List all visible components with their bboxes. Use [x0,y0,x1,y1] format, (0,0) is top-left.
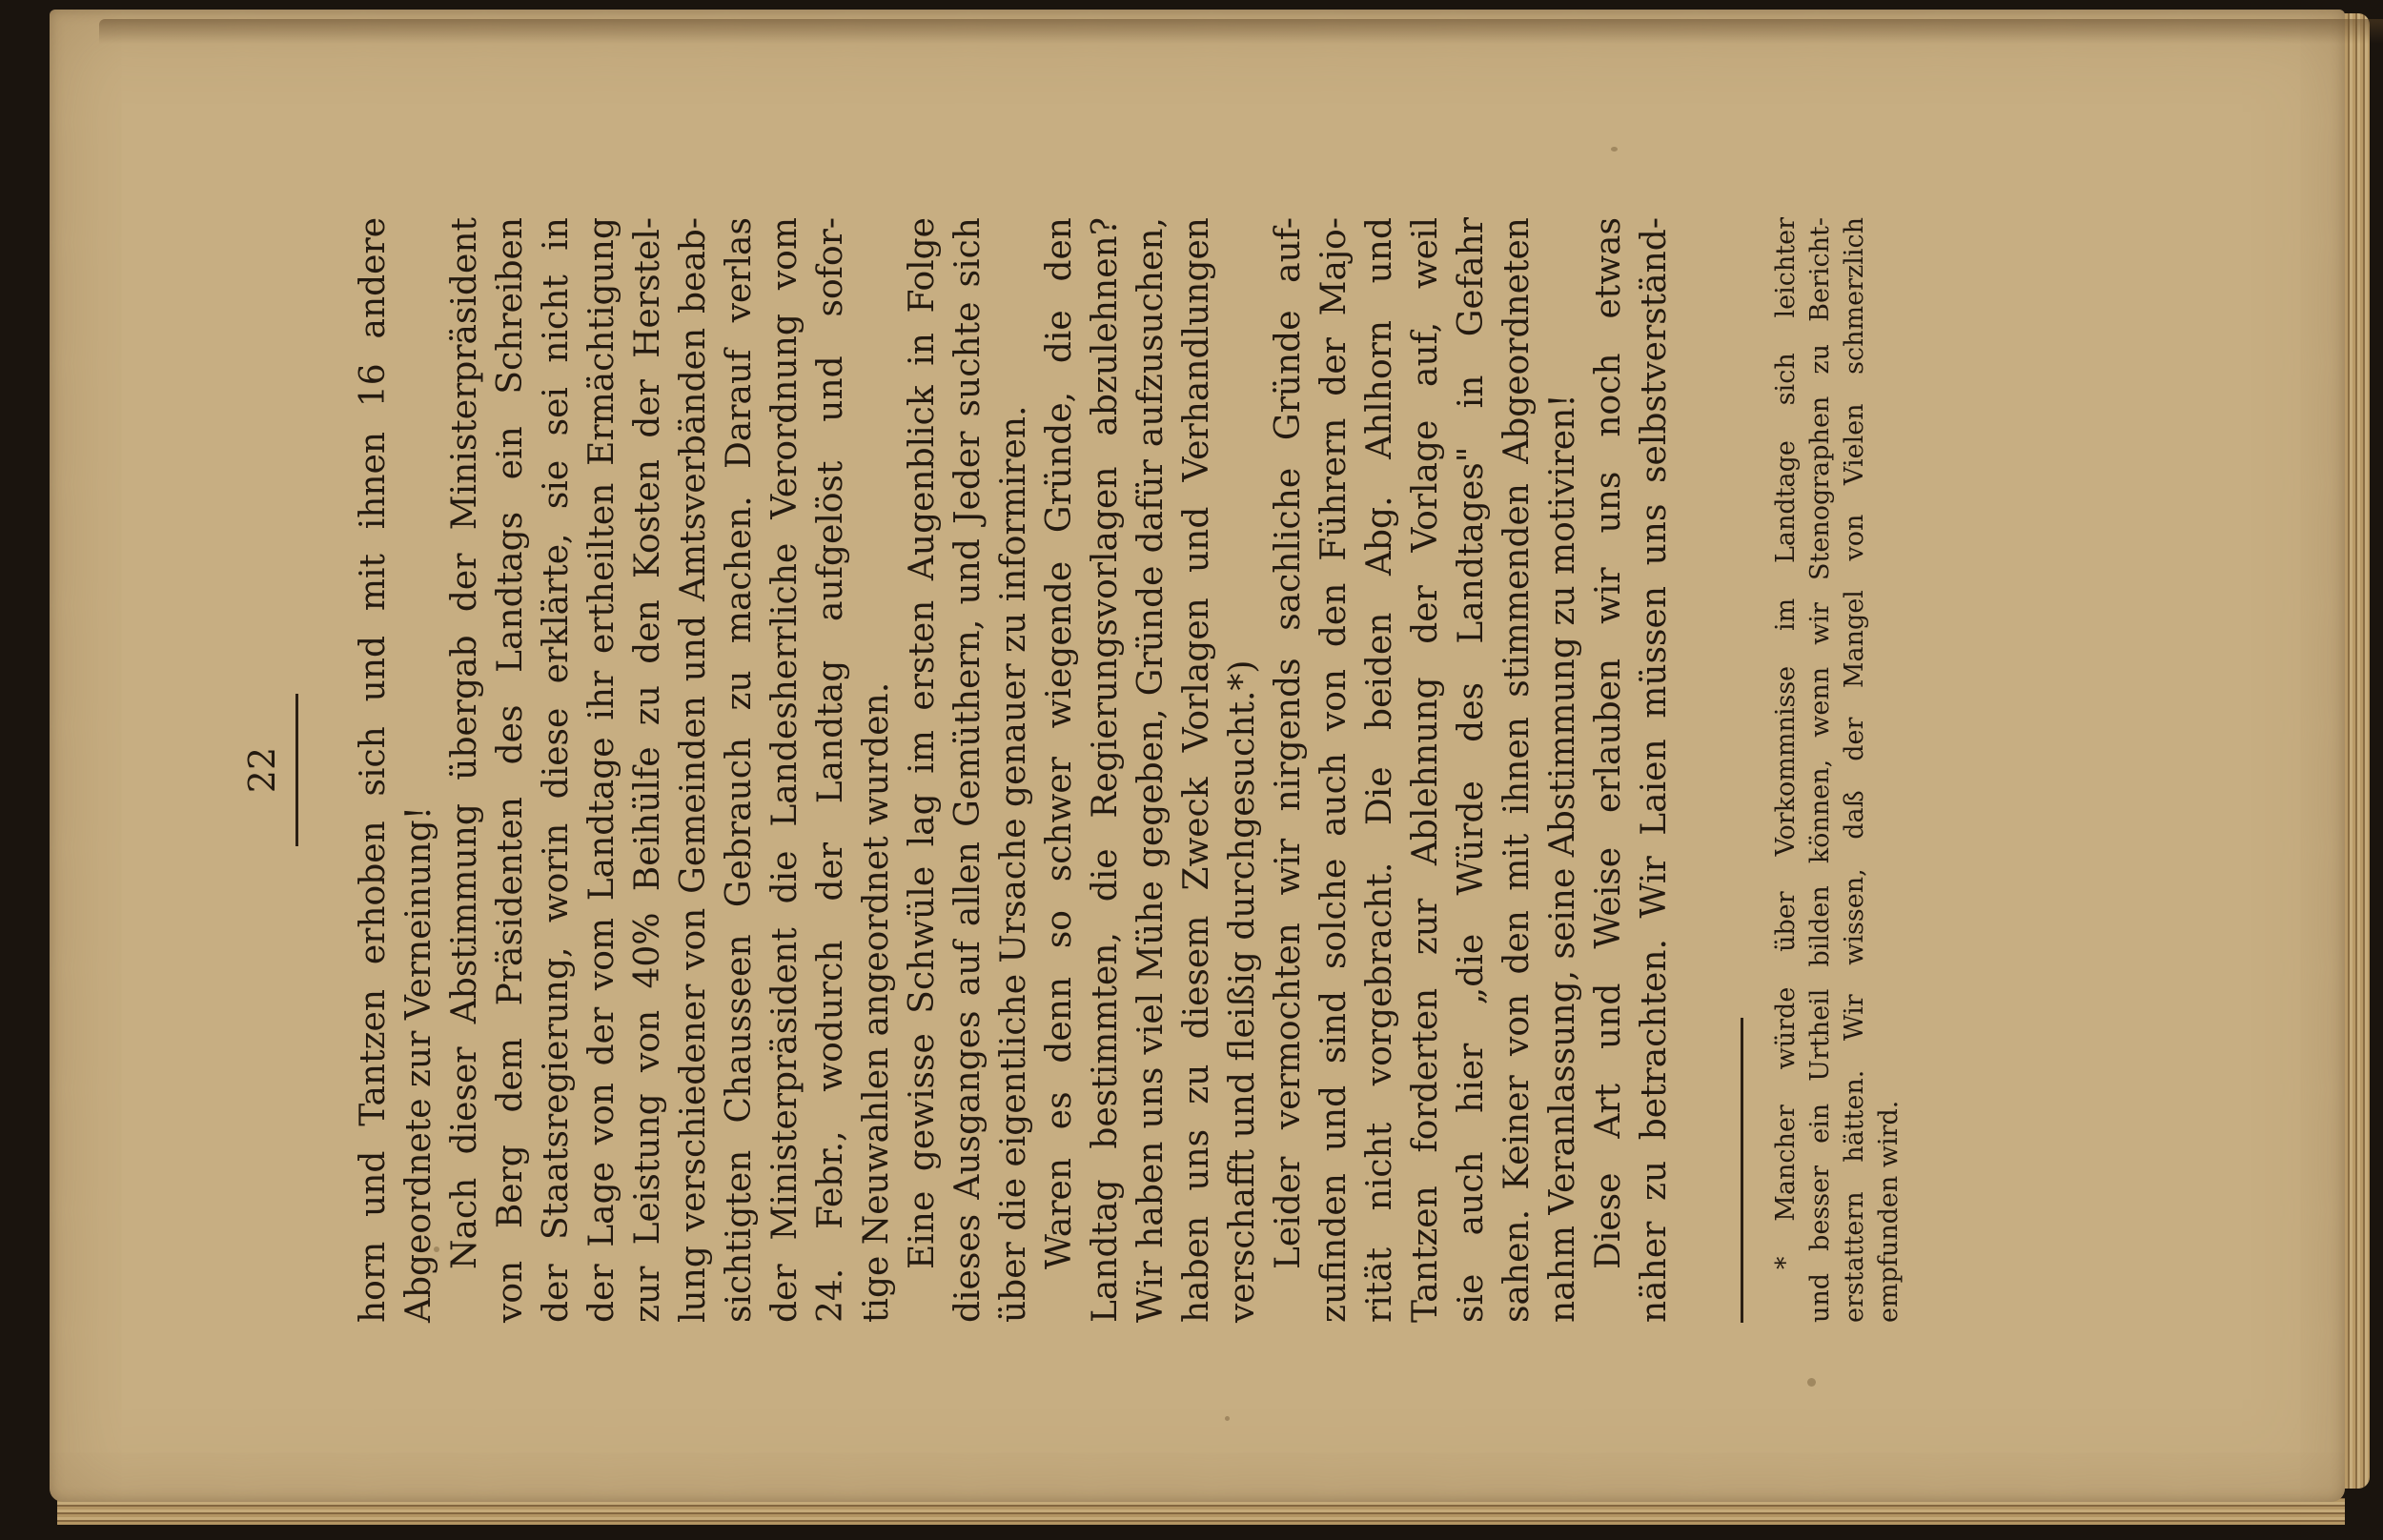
footnote-line: und besser ein Urtheil bilden können, wenn wir Stenographen zu Bericht- [1805,217,1835,1323]
text-line: Leider vermochten wir nirgends sachliche Gründe auf- [1269,217,1308,1269]
rotated-page-text [238,217,2088,1323]
text-line: haben uns zu diesem Zweck Vorlagen und Verhandlungen [1177,217,1216,1323]
footnote-line: erstattern hätten. Wir wissen, daß der Mangel von Vielen schmerzlich [1840,217,1869,1323]
footnote-rule [1741,1018,1743,1323]
text-line: rität nicht vorgebracht. Die beiden Abg. Ahlhorn und [1360,217,1399,1323]
text-line: Landtag bestimmten, die Regierungsvorlagen abzulehnen? [1086,217,1125,1323]
paper-speck [1611,147,1618,152]
text-line: von Berg dem Präsidenten des Landtags ein Schreiben [491,217,530,1323]
text-line: dieses Ausganges auf allen Gemüthern, und Jeder suchte sich [948,217,988,1323]
text-line: Tantzen forderten zur Ablehnung der Vorlage auf, weil [1406,217,1445,1323]
text-line: näher zu betrachten. Wir Laien müssen uns selbstverständ- [1635,217,1674,1323]
text-line: sahen. Keiner von den mit ihnen stimmenden Abgeordneten [1497,217,1537,1323]
page-edge-bottom [57,1498,2345,1525]
text-line: der Staatsregierung, worin diese erklärte, sie sei nicht in [537,217,576,1323]
text-line: Waren es denn so schwer wiegende Gründe, die den [1040,217,1079,1269]
text-line: verschafft und fleißig durchgesucht.*) [1223,659,1262,1323]
text-line: der Ministerpräsident die Landesherrliche Verordnung vom [765,217,805,1323]
text-line: der Lage von der vom Landtage ihr ertheilten Ermächtigung [582,217,621,1323]
text-line: zur Leistung von 40% Beihülfe zu den Kosten der Herstel- [628,217,667,1323]
text-line: tige Neuwahlen angeordnet wurden. [857,681,896,1323]
text-line: lung verschiedener von Gemeinden und Amtsverbänden beab- [674,217,713,1323]
text-line: 24. Febr., wodurch der Landtag aufgelöst und sofor- [811,217,850,1323]
text-line: horn und Tantzen erhoben sich und mit ihnen 16 andere [354,217,393,1323]
text-line: über die eigentliche Ursache genauer zu informiren. [994,405,1033,1323]
text-line: Diese Art und Weise erlauben wir uns noch etwas [1589,217,1628,1269]
header-rule [295,694,298,846]
page-top-stain [99,19,2383,44]
text-line: sichtigten Chausseen Gebrauch zu machen. Darauf verlas [720,217,759,1323]
text-line: Abgeordnete zur Verneinung! [399,805,438,1323]
text-line: sie auch hier „die Würde des Landtages" in Gefahr [1452,217,1491,1323]
text-line: Wir haben uns viel Mühe gegeben, Gründe dafür aufzusuchen, [1131,217,1171,1323]
text-line: zufinden und sind solche auch von den Führern der Majo- [1314,217,1354,1323]
footnote-line: empfunden wird. [1874,1100,1904,1323]
text-line: Eine gewisse Schwüle lag im ersten Augenblick in Folge [903,217,942,1269]
footnote-line: * Mancher würde über Vorkommnisse im Landtage sich leichter [1771,217,1801,1269]
paper-speck [1225,1416,1230,1421]
text-line: nahm Veranlassung, seine Abstimmung zu motiviren! [1543,394,1582,1323]
paper-speck [1807,1378,1816,1387]
footnote [1769,217,1906,1323]
body-text [351,217,1678,1323]
page-number: 22 [241,746,283,794]
text-line: Nach dieser Abstimmung übergab der Ministerpräsident [445,217,484,1269]
